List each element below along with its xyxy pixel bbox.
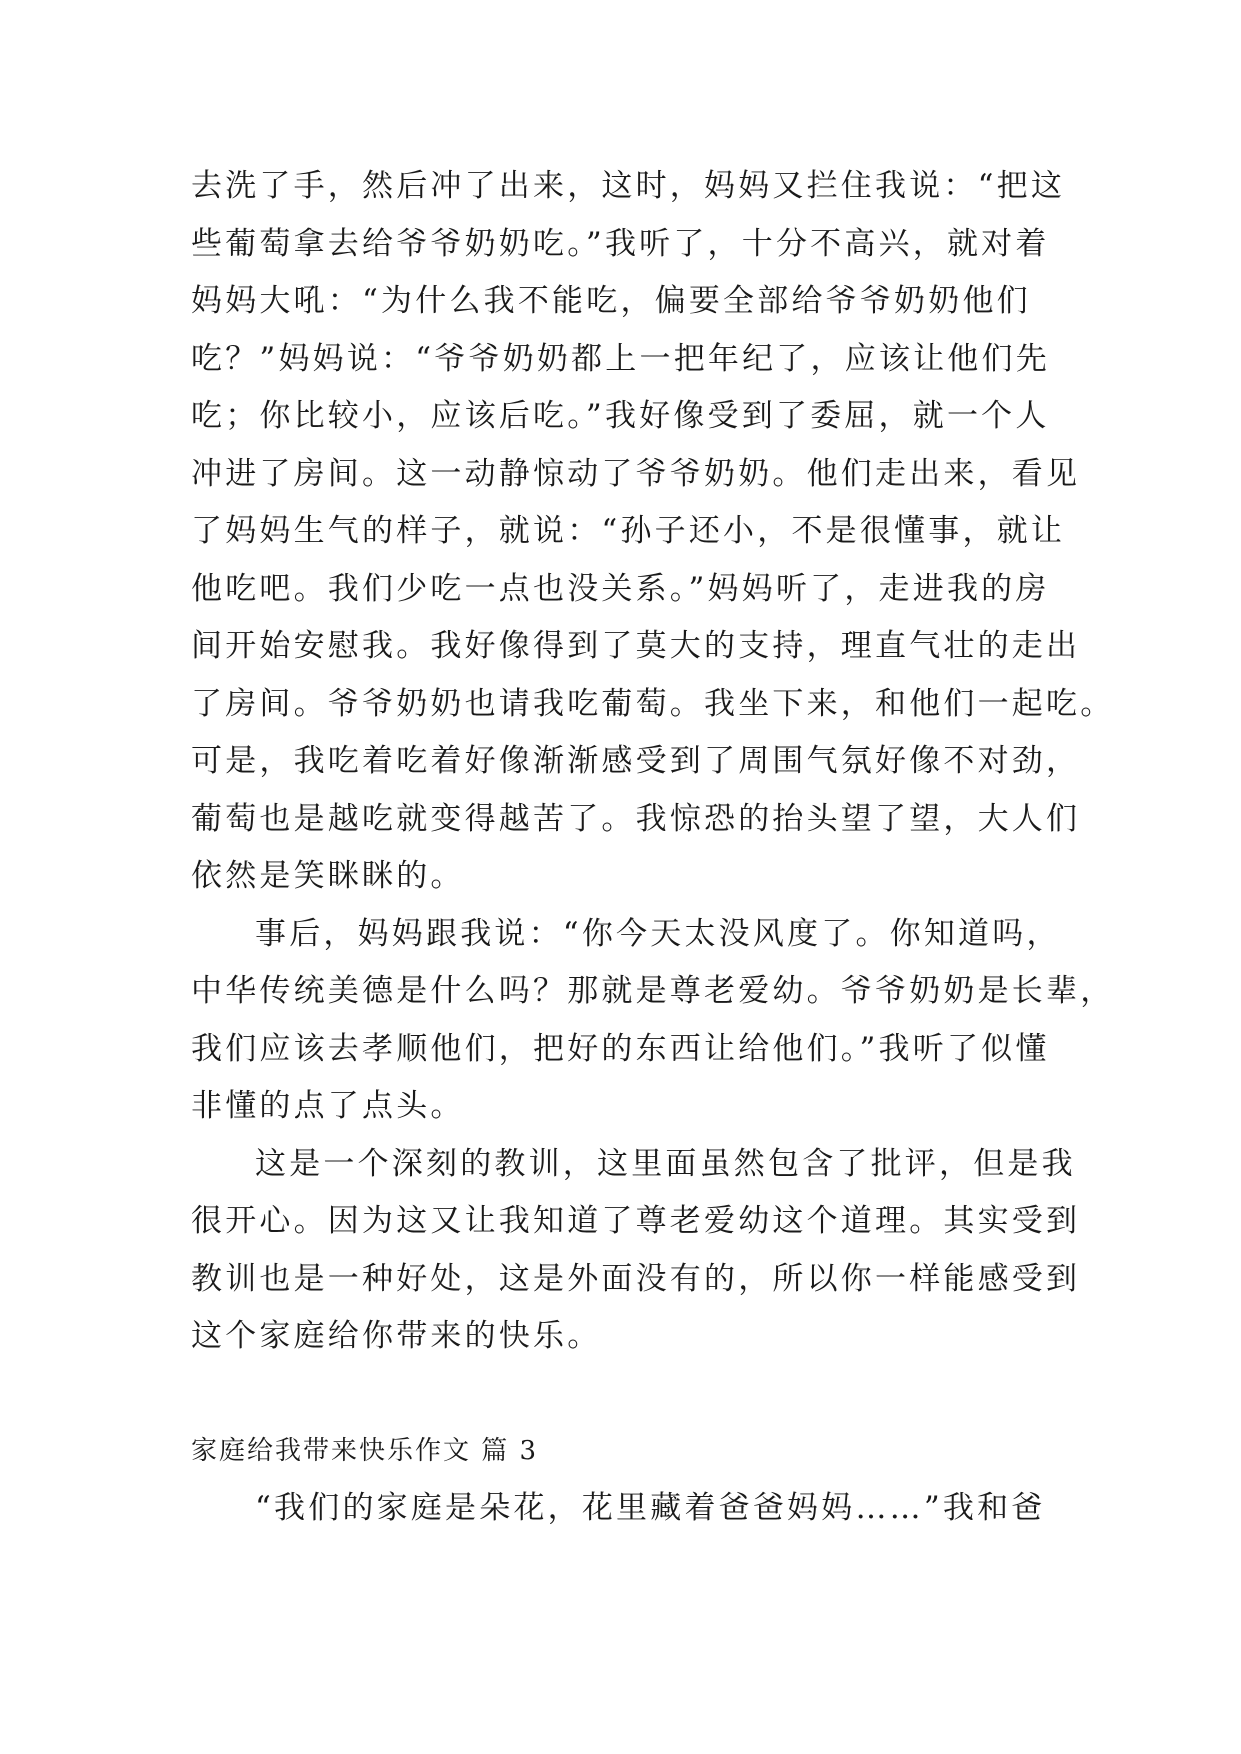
text-line: “我们的家庭是朵花，花里藏着爸爸妈妈……”我和爸 — [255, 1489, 1046, 1526]
text-line: 冲进了房间。这一动静惊动了爷爷奶奶。他们走出来，看见 — [191, 455, 1081, 492]
text-line: 些葡萄拿去给爷爷奶奶吃。”我听了，十分不高兴，就对着 — [191, 225, 1050, 262]
paragraph-1 — [191, 158, 1115, 906]
text-line: 事后，妈妈跟我说：“你今天太没风度了。你知道吗， — [255, 915, 1061, 952]
text-line: 吃？”妈妈说：“爷爷奶奶都上一把年纪了，应该让他们先 — [191, 340, 1050, 377]
text-line: 妈妈大吼：“为什么我不能吃，偏要全部给爷爷奶奶他们 — [191, 283, 1031, 319]
paragraph-3 — [191, 1136, 1081, 1366]
text-line: 依然是笑眯眯的。 — [191, 858, 465, 894]
text-line: 很开心。因为这又让我知道了尊老爱幼这个道理。其实受到 — [191, 1203, 1081, 1239]
text-line: 这是一个深刻的教训，这里面虽然包含了批评，但是我 — [255, 1145, 1076, 1182]
paragraph-2 — [191, 906, 1115, 1136]
essay-body — [191, 158, 1115, 1537]
text-line: 间开始安慰我。我好像得到了莫大的支持，理直气壮的走出 — [191, 628, 1081, 664]
text-line: 可是，我吃着吃着好像渐渐感受到了周围气氛好像不对劲， — [191, 743, 1081, 779]
text-line: 非懂的点了点头。 — [191, 1088, 465, 1124]
text-line: 中华传统美德是什么吗？那就是尊老爱幼。爷爷奶奶是长辈， — [191, 973, 1115, 1009]
section-heading: 家庭给我带来快乐作文 篇 3 — [191, 1435, 539, 1466]
text-line: 这个家庭给你带来的快乐。 — [191, 1318, 602, 1354]
text-line: 吃；你比较小，应该后吃。”我好像受到了委屈，就一个人 — [191, 398, 1050, 434]
text-line: 葡萄也是越吃就变得越苦了。我惊恐的抬头望了望，大人们 — [191, 800, 1081, 837]
text-line: 我们应该去孝顺他们，把好的东西让给他们。”我听了似懂 — [191, 1030, 1050, 1067]
paragraph-4 — [191, 1480, 1071, 1538]
text-line: 教训也是一种好处，这是外面没有的，所以你一样能感受到 — [191, 1260, 1081, 1297]
text-line: 了房间。爷爷奶奶也请我吃葡萄。我坐下来，和他们一起吃。 — [191, 685, 1115, 722]
text-line: 去洗了手，然后冲了出来，这时，妈妈又拦住我说：“把这 — [191, 168, 1066, 204]
text-line: 了妈妈生气的样子，就说：“孙子还小，不是很懂事，就让 — [191, 513, 1066, 549]
text-line: 他吃吧。我们少吃一点也没关系。”妈妈听了，走进我的房 — [191, 570, 1050, 607]
section-spacer — [191, 1366, 1071, 1423]
